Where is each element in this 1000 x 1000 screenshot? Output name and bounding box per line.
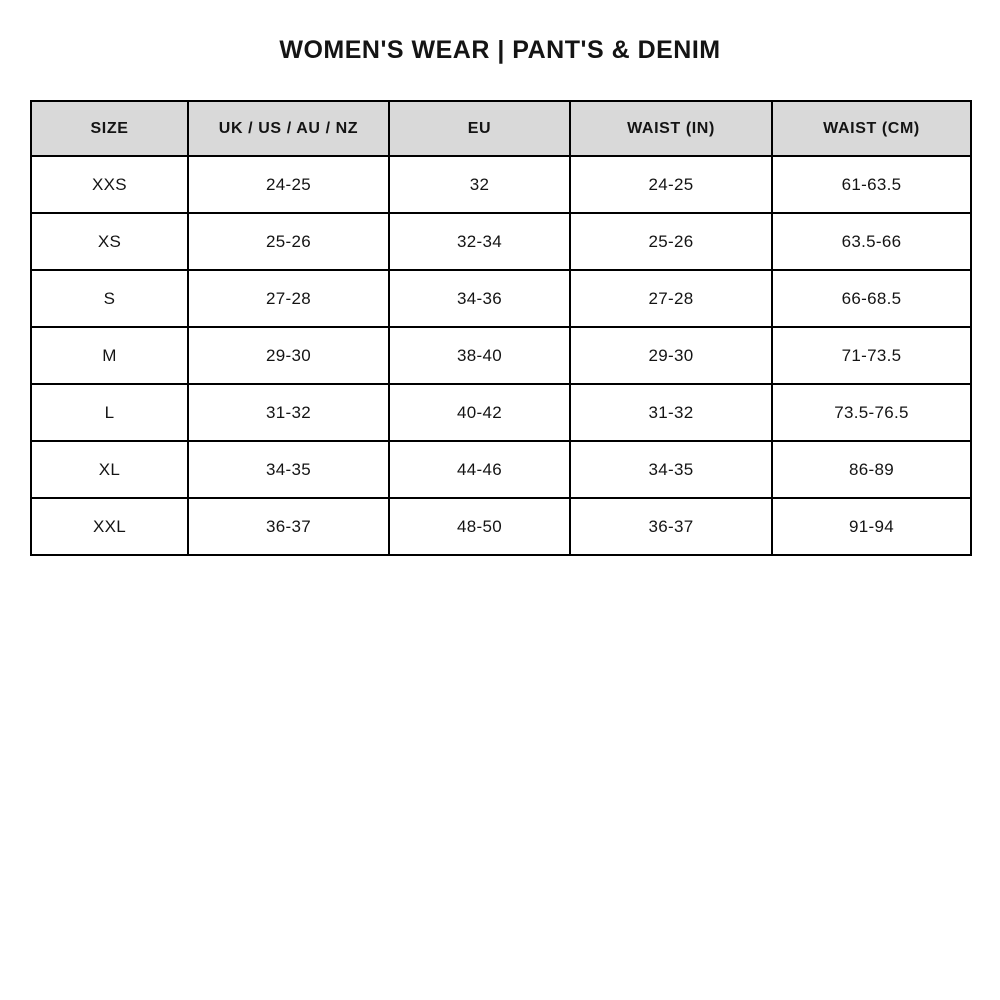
table-cell: 86-89 bbox=[772, 441, 971, 498]
table-cell: 29-30 bbox=[188, 327, 389, 384]
table-cell: M bbox=[31, 327, 188, 384]
table-row bbox=[31, 213, 971, 270]
header-cell: WAIST (CM) bbox=[772, 101, 971, 156]
table-cell: 34-35 bbox=[188, 441, 389, 498]
table-cell: 91-94 bbox=[772, 498, 971, 555]
table-cell: S bbox=[31, 270, 188, 327]
table-cell: XS bbox=[31, 213, 188, 270]
table-cell: 29-30 bbox=[570, 327, 772, 384]
table-cell: L bbox=[31, 384, 188, 441]
table-row bbox=[31, 441, 971, 498]
size-chart-table bbox=[30, 100, 972, 556]
table-cell: 71-73.5 bbox=[772, 327, 971, 384]
table-body bbox=[31, 156, 971, 555]
table-cell: 32-34 bbox=[389, 213, 570, 270]
table-cell: 31-32 bbox=[570, 384, 772, 441]
table-cell: 40-42 bbox=[389, 384, 570, 441]
table-cell: 32 bbox=[389, 156, 570, 213]
header-cell: EU bbox=[389, 101, 570, 156]
table-cell: 48-50 bbox=[389, 498, 570, 555]
table-cell: 61-63.5 bbox=[772, 156, 971, 213]
table-cell: 31-32 bbox=[188, 384, 389, 441]
page-title: WOMEN'S WEAR | PANT'S & DENIM bbox=[279, 36, 721, 64]
table-row bbox=[31, 327, 971, 384]
table-cell: 25-26 bbox=[188, 213, 389, 270]
header-cell: SIZE bbox=[31, 101, 188, 156]
header-row bbox=[31, 101, 971, 156]
table-row bbox=[31, 270, 971, 327]
table-cell: 34-36 bbox=[389, 270, 570, 327]
table-row bbox=[31, 498, 971, 555]
table-cell: 25-26 bbox=[570, 213, 772, 270]
table-cell: 34-35 bbox=[570, 441, 772, 498]
table-cell: 36-37 bbox=[570, 498, 772, 555]
table-cell: XL bbox=[31, 441, 188, 498]
table-row bbox=[31, 384, 971, 441]
table-cell: 36-37 bbox=[188, 498, 389, 555]
table-row bbox=[31, 156, 971, 213]
table-cell: 73.5-76.5 bbox=[772, 384, 971, 441]
header-cell: WAIST (IN) bbox=[570, 101, 772, 156]
table-cell: 24-25 bbox=[570, 156, 772, 213]
table-cell: 63.5-66 bbox=[772, 213, 971, 270]
table-cell: 38-40 bbox=[389, 327, 570, 384]
table-cell: 44-46 bbox=[389, 441, 570, 498]
header-cell: UK / US / AU / NZ bbox=[188, 101, 389, 156]
table-cell: 27-28 bbox=[570, 270, 772, 327]
table-cell: XXL bbox=[31, 498, 188, 555]
table-cell: 24-25 bbox=[188, 156, 389, 213]
table-cell: XXS bbox=[31, 156, 188, 213]
table-cell: 66-68.5 bbox=[772, 270, 971, 327]
table-cell: 27-28 bbox=[188, 270, 389, 327]
